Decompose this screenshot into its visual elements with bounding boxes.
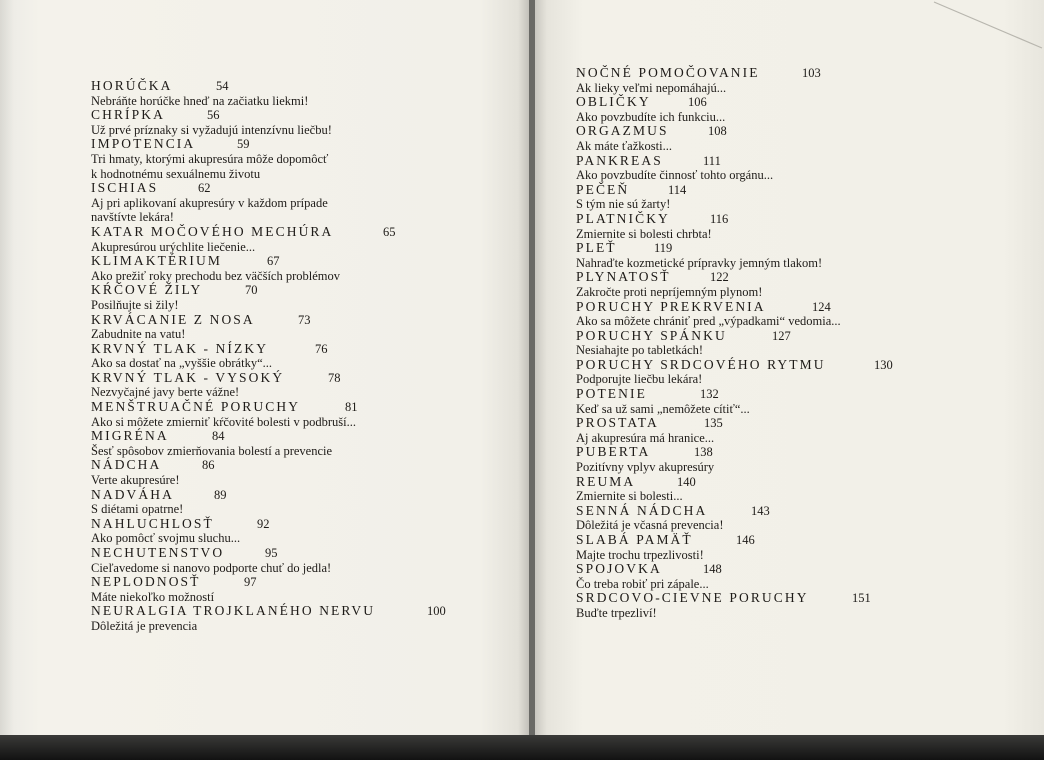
toc-entry-description: Nesiahajte po tabletkách! — [576, 343, 704, 358]
toc-page-number: 103 — [802, 66, 821, 80]
toc-heading-line — [576, 270, 841, 285]
toc-page-number: 92 — [257, 516, 270, 531]
toc-page-number: 111 — [703, 153, 721, 168]
toc-page-number: 84 — [212, 429, 225, 444]
toc-page-number: 95 — [265, 546, 278, 560]
toc-entry-title: SENNÁ NÁDCHA — [576, 502, 708, 518]
toc-entry-description: Zmiernite si bolesti... — [576, 489, 683, 504]
toc-entry-description: Zabudnite na vatu! — [91, 327, 186, 342]
toc-entry-title: NADVÁHA — [91, 486, 174, 502]
toc-entry — [91, 181, 375, 225]
toc-entry — [576, 445, 841, 474]
toc-heading-line — [91, 223, 396, 240]
toc-heading-line — [576, 241, 841, 256]
toc-page-number: 56 — [207, 108, 220, 123]
toc-entry-title: NAHLUCHLOSŤ — [91, 515, 214, 531]
toc-entry-title: PORUCHY SPÁNKU — [576, 327, 727, 343]
toc-entry — [91, 603, 446, 633]
toc-page-number: 122 — [710, 270, 729, 285]
toc-entry-title: SRDCOVO-CIEVNE PORUCHY — [576, 590, 809, 606]
toc-entry-title: PROSTATA — [576, 415, 659, 431]
toc-page-number: 124 — [812, 299, 831, 314]
toc-page-number: 78 — [328, 370, 341, 385]
toc-entry — [91, 342, 375, 371]
toc-page-number: 81 — [345, 400, 358, 415]
toc-page-number: 100 — [427, 604, 446, 619]
toc-entry-title: NECHUTENSTVO — [91, 545, 225, 560]
toc-entry — [91, 517, 375, 546]
toc-heading-line — [91, 342, 375, 357]
toc-entry-description: Cieľavedome si nanovo podporte chuť do jedla! — [91, 560, 332, 575]
toc-entry-description: Aj akupresúra má hranice... — [576, 430, 715, 445]
toc-entry-description: Majte trochu trpezlivosti! — [576, 547, 704, 562]
toc-entry — [576, 300, 841, 329]
toc-entry-title: KRVNÝ TLAK - VYSOKÝ — [91, 369, 285, 385]
toc-entry — [576, 154, 841, 183]
toc-page-number: 59 — [237, 137, 250, 152]
toc-page-number: 143 — [751, 503, 770, 518]
toc-heading-line — [91, 79, 375, 94]
toc-entry-description: Buďte trpezliví! — [576, 605, 657, 620]
toc-entry-description: Zakročte proti nepríjemným plynom! — [576, 284, 763, 299]
book-bottom-edge — [0, 735, 1044, 760]
toc-page-number: 138 — [694, 445, 713, 460]
toc-entry-title: PORUCHY PREKRVENIA — [576, 298, 766, 314]
toc-entry-title: MIGRÉNA — [91, 428, 169, 444]
toc-heading-line — [91, 400, 375, 415]
toc-heading-line — [576, 300, 841, 315]
toc-entry-title: SPOJOVKA — [576, 561, 662, 577]
toc-heading-line — [576, 95, 841, 110]
toc-heading-line — [91, 603, 446, 619]
toc-entry-description: Akupresúrou urýchlite liečenie... — [91, 239, 256, 254]
toc-entry — [576, 66, 841, 95]
toc-entry-description: Máte niekoľko možností — [91, 589, 215, 604]
toc-entry-description: Šesť spôsobov zmierňovania bolestí a prevencie — [91, 443, 333, 458]
toc-entry — [576, 95, 841, 124]
toc-entry-title: KRVNÝ TLAK - NÍZKY — [91, 340, 269, 356]
toc-entry-description: S tým nie sú žarty! — [576, 197, 671, 212]
toc-entry-description: Ako si môžete zmierniť kŕčovité bolesti v podbruší... — [91, 414, 357, 429]
toc-heading-line — [91, 488, 375, 503]
toc-entry-title: KATAR MOČOVÉHO MECHÚRA — [91, 223, 334, 239]
toc-entry-description: Tri hmaty, ktorými akupresúra môže dopomôcť — [91, 151, 329, 166]
toc-heading-line — [576, 387, 841, 402]
toc-entry-title: PLYNATOSŤ — [576, 269, 671, 285]
toc-entry — [576, 183, 841, 212]
toc-entry-description: Nezvyčajné javy berte vážne! — [91, 385, 240, 400]
toc-heading-line — [576, 533, 841, 548]
toc-entry — [91, 254, 375, 283]
toc-entry-description: Ako pomôcť svojmu sluchu... — [91, 531, 241, 546]
toc-entry — [576, 124, 841, 153]
toc-heading-line — [576, 445, 841, 460]
toc-entry-description: Ako sa môžete chrániť pred „výpadkami“ vedomia... — [576, 314, 841, 329]
toc-heading-line — [576, 590, 871, 606]
toc-heading-line — [91, 371, 375, 386]
toc-page-number: 70 — [245, 283, 258, 298]
page-corner-crease — [924, 0, 1044, 60]
toc-page-number: 146 — [736, 533, 755, 547]
toc-entry-title: PLEŤ — [576, 240, 617, 256]
toc-page-number: 119 — [654, 241, 673, 256]
toc-entry — [576, 562, 841, 591]
toc-entry — [91, 458, 375, 487]
toc-page-number: 65 — [383, 224, 396, 239]
toc-heading-line — [576, 504, 841, 519]
toc-entry-description: Posilňujte si žily! — [91, 297, 179, 312]
toc-entry — [576, 212, 841, 241]
toc-entry-title: ORGAZMUS — [576, 123, 669, 139]
toc-entry-description: Pozitívny vplyv akupresúry — [576, 460, 715, 475]
toc-heading-line — [576, 183, 841, 198]
toc-entry — [91, 137, 375, 181]
right-table-of-contents — [576, 65, 893, 621]
toc-entry-title: NEURALGIA TROJKLANÉHO NERVU — [91, 603, 376, 619]
toc-entry — [91, 108, 375, 137]
toc-page-number: 67 — [267, 254, 280, 269]
toc-entry — [91, 313, 375, 342]
toc-page-number: 148 — [703, 562, 722, 577]
toc-heading-line — [576, 329, 841, 344]
toc-entry-title: PEČEŇ — [576, 181, 630, 197]
toc-entry — [91, 546, 375, 575]
toc-entry-description: Keď sa už sami „nemôžete cítiť“... — [576, 401, 750, 416]
toc-entry — [576, 387, 841, 416]
toc-page-number: 76 — [315, 341, 328, 356]
toc-entry-description: Nahraďte kozmetické prípravky jemným tlakom! — [576, 255, 823, 270]
toc-entry-title: POTENIE — [576, 386, 647, 402]
toc-page-number: 114 — [668, 182, 687, 197]
toc-entry — [576, 416, 841, 445]
toc-entry-title: SLABÁ PAMÄŤ — [576, 532, 693, 547]
toc-entry-title: NEPLODNOSŤ — [91, 574, 201, 590]
toc-entry — [91, 283, 375, 312]
toc-heading-line — [91, 254, 375, 269]
toc-heading-line — [91, 108, 375, 123]
toc-page-number: 135 — [704, 416, 723, 431]
toc-entry — [91, 488, 375, 517]
toc-entry-title: NÁDCHA — [91, 457, 162, 473]
toc-entry — [91, 429, 375, 458]
toc-entry — [576, 329, 841, 358]
toc-heading-line — [576, 154, 841, 169]
toc-page-number: 151 — [852, 591, 871, 606]
toc-entry-title: PUBERTA — [576, 444, 651, 460]
toc-entry-description: Zmiernite si bolesti chrbta! — [576, 226, 712, 241]
toc-entry — [576, 590, 871, 620]
toc-page-number: 62 — [198, 181, 211, 196]
toc-heading-line — [91, 429, 375, 444]
toc-heading-line — [91, 313, 375, 328]
toc-entry-description: Podporujte liečbu lekára! — [576, 372, 703, 387]
toc-entry-title: KLIMAKTÉRIUM — [91, 253, 222, 269]
toc-entry — [576, 504, 841, 533]
toc-entry-description: Ako sa dostať na „vyššie obrátky“... — [91, 356, 272, 371]
toc-heading-line — [576, 475, 841, 490]
toc-page-number: 140 — [677, 474, 696, 489]
book-gutter — [529, 0, 535, 735]
toc-entry-description: navštívte lekára! — [91, 210, 174, 225]
toc-entry-description: Nebráňte horúčke hneď na začiatku liekmi! — [91, 93, 309, 108]
toc-heading-line — [91, 283, 375, 298]
toc-entry-title: PLATNIČKY — [576, 210, 670, 226]
toc-page-number: 127 — [772, 328, 791, 343]
toc-page-number: 54 — [216, 79, 229, 93]
toc-heading-line — [576, 124, 841, 139]
toc-entry-description: Ako prežiť roky prechodu bez väčších problémov — [91, 268, 341, 283]
toc-entry — [91, 400, 375, 429]
toc-page-number: 89 — [214, 487, 227, 502]
toc-entry-description: Čo treba robiť pri zápale... — [576, 576, 709, 591]
toc-heading-line — [576, 562, 841, 577]
toc-heading-line — [91, 137, 375, 152]
toc-heading-line — [576, 212, 841, 227]
toc-entry — [576, 241, 841, 270]
toc-heading-line — [576, 356, 893, 373]
toc-heading-line — [576, 66, 841, 81]
toc-entry-title: IMPOTENCIA — [91, 136, 196, 152]
toc-entry-description: S diétami opatrne! — [91, 502, 184, 517]
toc-entry-title: KRVÁCANIE Z NOSA — [91, 311, 255, 327]
toc-heading-line — [91, 458, 375, 473]
toc-entry-title: PANKREAS — [576, 152, 663, 168]
toc-entry-title: PORUCHY SRDCOVÉHO RYTMU — [576, 356, 826, 372]
toc-page-number: 132 — [700, 387, 719, 402]
toc-heading-line — [91, 546, 375, 561]
toc-page-number: 106 — [688, 95, 707, 110]
toc-entry-description: Už prvé príznaky si vyžadujú intenzívnu liečbu! — [91, 122, 332, 137]
toc-entry-title: ISCHIAS — [91, 180, 159, 196]
toc-heading-line — [91, 181, 375, 196]
toc-entry-description: k hodnotnému sexuálnemu životu — [91, 166, 261, 181]
toc-entry-title: HORÚČKA — [91, 78, 173, 93]
toc-page-number: 108 — [708, 124, 727, 139]
toc-entry — [576, 475, 841, 504]
toc-page-number: 116 — [710, 211, 729, 226]
toc-entry — [91, 371, 375, 400]
toc-entry-title: KŔČOVÉ ŽILY — [91, 282, 203, 298]
left-table-of-contents — [91, 78, 446, 634]
toc-entry-description: Ak lieky veľmi nepomáhajú... — [576, 80, 727, 95]
toc-entry-description: Aj pri aplikovaní akupresúry v každom prípade — [91, 195, 328, 210]
toc-entry — [91, 575, 375, 604]
toc-entry-description: Ako povzbudíte činnosť tohto orgánu... — [576, 168, 774, 183]
toc-page-number: 97 — [244, 575, 257, 590]
toc-entry-title: CHRÍPKA — [91, 107, 165, 123]
toc-entry — [576, 270, 841, 299]
toc-page-number: 130 — [874, 357, 893, 372]
toc-entry-description: Verte akupresúre! — [91, 473, 180, 488]
toc-heading-line — [91, 575, 375, 590]
toc-heading-line — [576, 416, 841, 431]
toc-entry — [576, 533, 841, 562]
toc-entry — [576, 356, 893, 387]
toc-entry-title: MENŠTRUAČNÉ PORUCHY — [91, 399, 301, 415]
toc-entry — [91, 223, 396, 254]
toc-entry-description: Ak máte ťažkosti... — [576, 138, 672, 153]
toc-entry — [91, 79, 375, 108]
toc-page-number: 73 — [298, 312, 311, 327]
toc-entry-description: Dôležitá je včasná prevencia! — [576, 518, 724, 533]
toc-entry-title: REUMA — [576, 473, 636, 489]
toc-entry-title: OBLIČKY — [576, 94, 651, 110]
toc-page-number: 86 — [202, 458, 215, 473]
toc-entry-description: Ako povzbudíte ich funkciu... — [576, 109, 726, 124]
toc-entry-description: Dôležitá je prevencia — [91, 618, 198, 633]
toc-entry-title: NOČNÉ POMOČOVANIE — [576, 65, 760, 80]
toc-heading-line — [91, 517, 375, 532]
